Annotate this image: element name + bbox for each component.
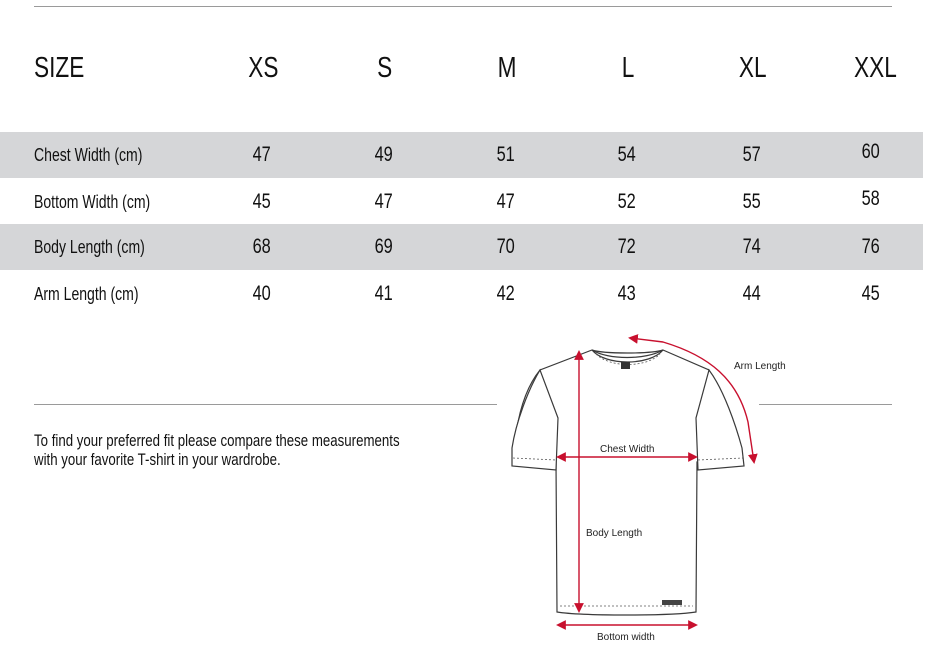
arm-length-label: Arm Length: [734, 361, 786, 372]
row-label: Bottom Width (cm): [34, 192, 151, 212]
cell-value: 68: [252, 235, 272, 258]
cell-value: 58: [861, 187, 881, 210]
cell-value: 45: [252, 190, 272, 213]
cell-value: 47: [252, 143, 272, 166]
size-col-s: S: [377, 52, 393, 84]
cell-value: 52: [617, 190, 637, 213]
cell-value: 70: [496, 235, 516, 258]
chest-width-label: Chest Width: [600, 444, 655, 455]
row-label: Body Length (cm): [34, 237, 145, 257]
cell-value: 47: [496, 190, 516, 213]
table-row-body-length: [0, 224, 923, 270]
tshirt-measurement-diagram: [500, 330, 800, 650]
body-length-label: Body Length: [586, 528, 643, 539]
size-col-xxl: XXL: [853, 52, 897, 84]
hem-tag-icon: [662, 600, 682, 605]
cell-value: 49: [374, 143, 394, 166]
cell-value: 43: [617, 282, 637, 305]
cell-value: 51: [496, 143, 516, 166]
table-row-arm-length: [0, 271, 923, 317]
cell-value: 55: [742, 190, 762, 213]
size-col-l: L: [621, 52, 635, 84]
cell-value: 57: [742, 143, 762, 166]
fit-instructions: To find your preferred fit please compare these measurements with your favorite T-shirt in your wardrobe.: [34, 431, 400, 469]
size-col-xl: XL: [739, 52, 767, 84]
cell-value: 40: [252, 282, 272, 305]
cell-value: 76: [861, 235, 881, 258]
cell-value: 47: [374, 190, 394, 213]
top-divider: [34, 6, 892, 7]
neck-label-icon: [621, 362, 630, 369]
cell-value: 42: [496, 282, 516, 305]
row-label: Arm Length (cm): [34, 284, 139, 304]
left-section-divider: [34, 404, 497, 405]
cell-value: 54: [617, 143, 637, 166]
table-row-chest-width: [0, 132, 923, 178]
size-header-row: [0, 45, 927, 91]
row-label: Chest Width (cm): [34, 145, 143, 165]
cell-value: 60: [861, 140, 881, 163]
bottom-width-label: Bottom width: [597, 632, 655, 643]
tshirt-outline-icon: [512, 350, 752, 615]
size-header-label: SIZE: [34, 52, 85, 84]
cell-value: 41: [374, 282, 394, 305]
size-col-m: M: [497, 52, 517, 84]
table-row-bottom-width: [0, 179, 923, 225]
cell-value: 45: [861, 282, 881, 305]
cell-value: 74: [742, 235, 762, 258]
cell-value: 69: [374, 235, 394, 258]
cell-value: 72: [617, 235, 637, 258]
size-col-xs: XS: [247, 52, 279, 84]
cell-value: 44: [742, 282, 762, 305]
